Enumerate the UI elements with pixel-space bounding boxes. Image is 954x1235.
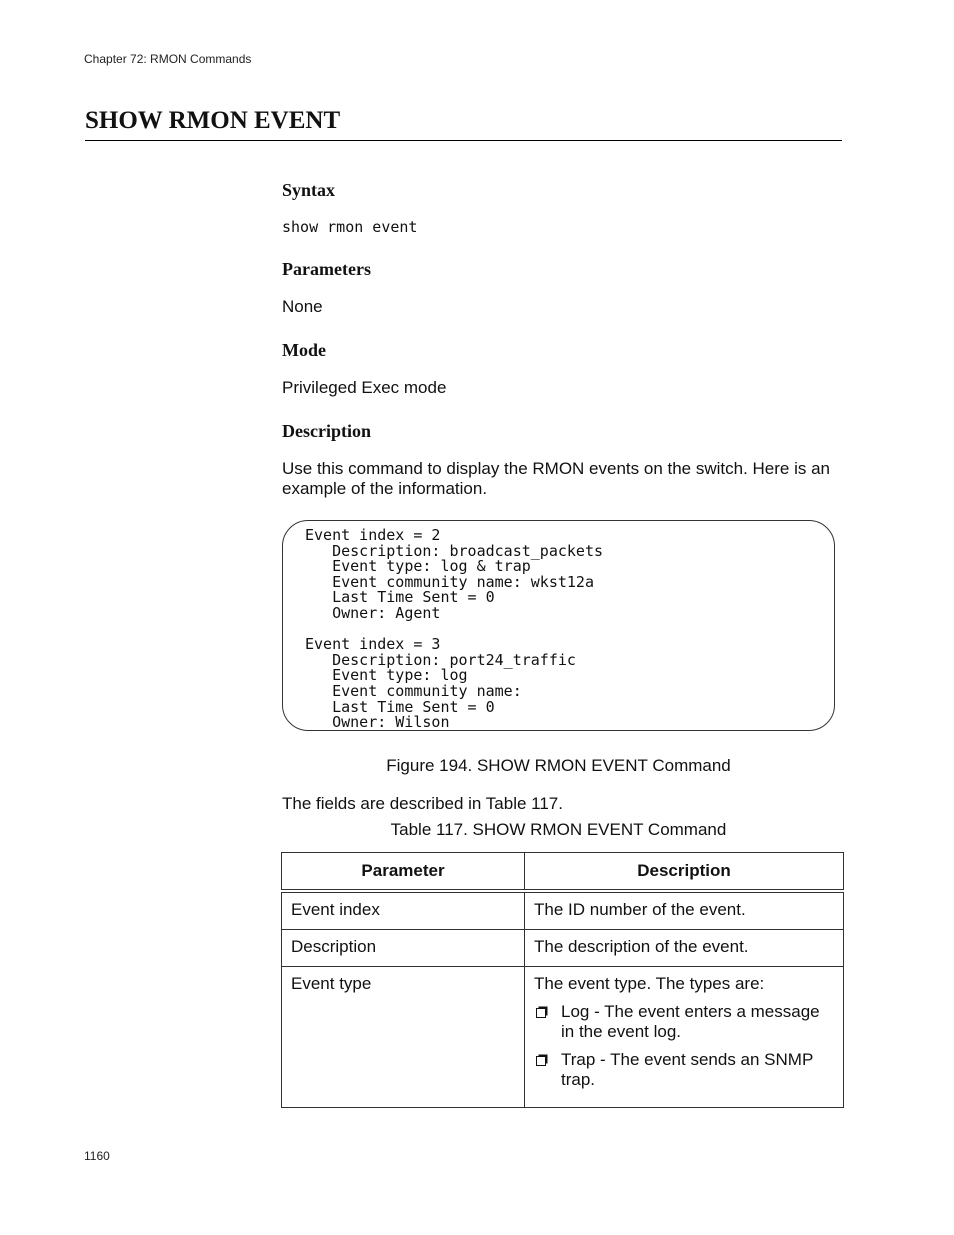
fields-text: The fields are described in Table 117. (282, 794, 563, 813)
table-cell-param: Event type (282, 967, 525, 1108)
event-type-list (534, 1002, 834, 1090)
table-header-description: Description (525, 853, 844, 892)
checkbox-bullet-icon (536, 1056, 546, 1066)
list-item (534, 1050, 834, 1090)
table-cell-desc: The event type. The types are: (534, 974, 765, 993)
mode-heading: Mode (282, 340, 326, 360)
list-item (534, 1002, 834, 1042)
checkbox-bullet-icon (536, 1008, 546, 1018)
parameters-text: None (282, 297, 323, 316)
description-heading: Description (282, 421, 371, 441)
page-number: 1160 (84, 1149, 110, 1163)
table-caption: Table 117. SHOW RMON EVENT Command (390, 820, 727, 839)
syntax-command: show rmon event (282, 218, 418, 236)
code-example: Event index = 2 Description: broadcast_packets Event type: log & trap Event community name: wkst12a Last Time Sent = 0 Owner: Agent Event index = 3 Description: port24_traffic Event type: log Event community name: Last Time Sent = 0 Owner: Wilson (305, 526, 604, 732)
table-row (282, 930, 844, 967)
table-cell-desc: The description of the event. (525, 930, 844, 967)
list-item-text: Log - The event enters a message in the event log. (561, 1002, 820, 1041)
running-header: Chapter 72: RMON Commands (84, 52, 252, 66)
title-rule (85, 140, 842, 141)
table-cell-desc-list (525, 967, 844, 1108)
figure-caption: Figure 194. SHOW RMON EVENT Command (386, 756, 731, 775)
page-title: SHOW RMON EVENT (85, 107, 341, 134)
table-row (282, 967, 844, 1108)
list-item-text: Trap - The event sends an SNMP trap. (561, 1050, 813, 1089)
table-header-parameter: Parameter (282, 853, 525, 892)
table-row (282, 891, 844, 930)
table-cell-param: Description (282, 930, 525, 967)
table-header-row (282, 853, 844, 892)
table-cell-desc: The ID number of the event. (525, 891, 844, 930)
syntax-heading: Syntax (282, 180, 336, 200)
table-cell-param: Event index (282, 891, 525, 930)
mode-text: Privileged Exec mode (282, 378, 447, 397)
parameters-heading: Parameters (282, 259, 371, 279)
code-example-box (282, 520, 835, 731)
parameters-table (281, 852, 844, 1108)
description-text: Use this command to display the RMON events on the switch. Here is an example of the information. (282, 459, 831, 498)
